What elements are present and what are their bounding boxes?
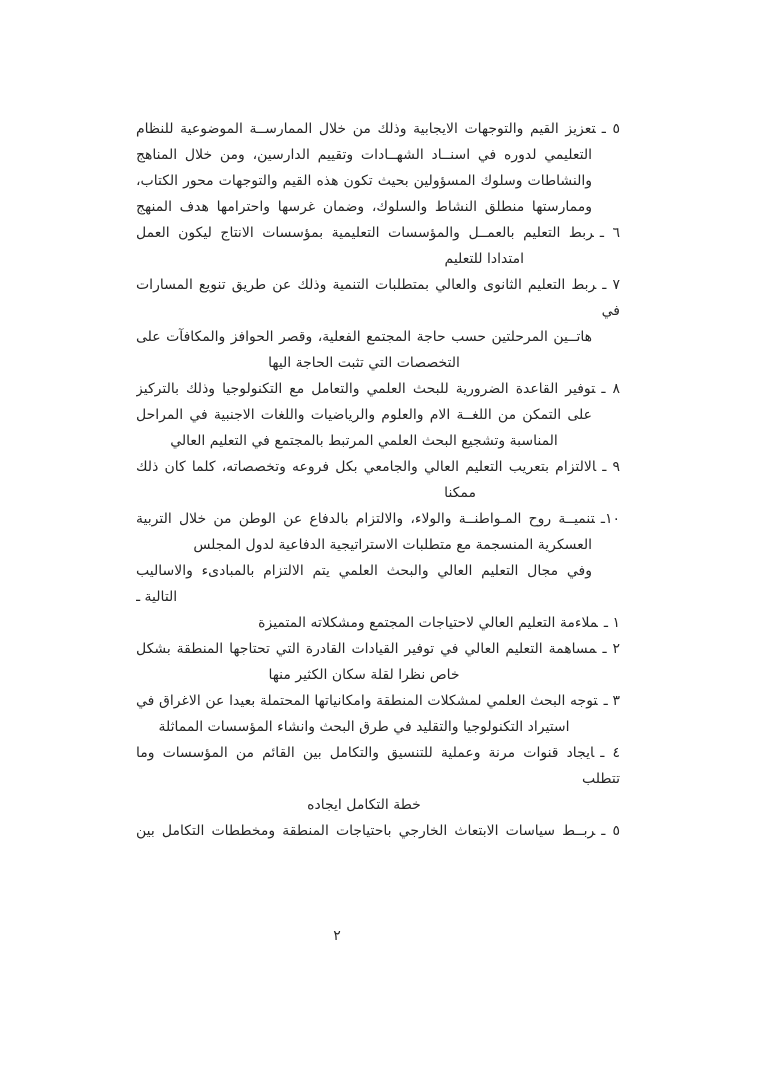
document-line: ٩ ـالالتزام بتعريب التعليم العالي والجامعي بكل فروعه وتخصصاته، كلما كان ذلك bbox=[136, 459, 620, 475]
document-line: هاتــين المرحلتين حسب حاجة المجتمع الفعلية، وقصر الحوافز والمكافآت على bbox=[136, 329, 592, 345]
document-line: التعليمي لدوره في اسنــاد الشهــادات وتقييم الدارسين، ومن خلال المناهج bbox=[136, 147, 592, 163]
document-line: امتدادا للتعليم bbox=[444, 251, 524, 267]
item-number: ٥ ـ bbox=[601, 823, 620, 839]
document-line: ١ ـملاءمة التعليم العالي لاحتياجات المجتمع ومشكلاته المتميزة bbox=[258, 615, 620, 631]
list-item bbox=[136, 506, 620, 558]
document-line: العسكرية المنسجمة مع متطلبات الاستراتيجية الدفاعية لدول المجلس bbox=[193, 537, 592, 553]
document-line: ٦ ـربط التعليم بالعمــل والمؤسسات التعليمية بمؤسسات الانتاج ليكون العمل bbox=[136, 225, 620, 241]
item-number: ٧ ـ bbox=[602, 277, 620, 293]
document-line: والنشاطات وسلوك المسؤولين بحيث تكون هذه القيم والتوجهات محور الكتاب، bbox=[136, 173, 592, 189]
list-item bbox=[136, 116, 620, 220]
document-line: ٣ ـتوجه البحث العلمي لمشكلات المنطقة وامكانياتها المحتملة بعيدا عن الاغراق في bbox=[136, 693, 620, 709]
item-number: ٢ ـ bbox=[602, 641, 620, 657]
list-item bbox=[136, 636, 620, 688]
document-line: المناسبة وتشجيع البحث العلمي المرتبط بالمجتمع في التعليم العالي bbox=[170, 433, 558, 449]
document-line: وممارستها منطلق النشاط والسلوك، وضمان غرسها واحترامها هدف المنهج bbox=[136, 199, 592, 215]
list-item bbox=[136, 610, 620, 636]
list-item bbox=[136, 376, 620, 454]
list-item bbox=[136, 558, 620, 610]
document-line: ٢ ـمساهمة التعليم العالي في توفير القيادات القادرة التي تحتاجها المنطقة بشكل bbox=[136, 641, 620, 657]
item-number: ١٠ـ bbox=[600, 511, 620, 527]
list-item bbox=[136, 740, 620, 818]
list-item bbox=[136, 688, 620, 740]
document-line: خطة التكامل ايجاده bbox=[307, 797, 421, 813]
item-number: ٣ ـ bbox=[603, 693, 620, 709]
item-number: ٨ ـ bbox=[601, 381, 620, 397]
item-number: ٤ ـ bbox=[600, 745, 620, 761]
document-line: ٨ ـتوفير القاعدة الضرورية للبحث العلمي والتعامل مع التكنولوجيا وذلك بالتركيز bbox=[136, 381, 620, 397]
document-line: وفي مجال التعليم العالي والبحث العلمي يتم الالتزام بالمبادىء والاساليب bbox=[136, 563, 592, 579]
item-number: ٥ ـ bbox=[601, 121, 620, 137]
list-item bbox=[136, 220, 620, 272]
text-block bbox=[136, 116, 620, 844]
document-line: ١٠ـتنميــة روح المـواطنــة والولاء، والالتزام بالدفاع عن الوطن من خلال التربية bbox=[136, 511, 620, 527]
item-number: ١ ـ bbox=[603, 615, 620, 631]
document-line: ٤ ـايجاد قنوات مرنة وعملية للتنسيق والتكامل بين القائم من المؤسسات وما تتطلب bbox=[136, 745, 620, 787]
document-line: التخصصات التي تثبت الحاجة اليها bbox=[268, 355, 460, 371]
list-item bbox=[136, 272, 620, 376]
list-item bbox=[136, 818, 620, 844]
document-line: ٥ ـتعزيز القيم والتوجهات الايجابية وذلك من خلال الممارســة الموضوعية للنظام bbox=[136, 121, 620, 137]
page-number: ٢ bbox=[333, 928, 341, 944]
item-number: ٩ ـ bbox=[602, 459, 620, 475]
list-item bbox=[136, 454, 620, 506]
document-line: ٧ ـربط التعليم الثانوى والعالي بمتطلبات التنمية وذلك عن طريق تنويع المسارات في bbox=[136, 277, 620, 319]
item-number: ٦ ـ bbox=[599, 225, 620, 241]
document-line: استيراد التكنولوجيا والتقليد في طرق البحث وانشاء المؤسسات المماثلة bbox=[158, 719, 570, 735]
document-line: ٥ ـربــط سياسات الابتعاث الخارجي باحتياجات المنطقة ومخططات التكامل بين bbox=[136, 823, 620, 839]
document-line: ممكنا bbox=[444, 485, 476, 501]
document-line: على التمكن من اللغــة الام والعلوم والرياضيات واللغات الاجنبية في المراحل bbox=[136, 407, 592, 423]
document-line: خاص نظرا لقلة سكان الكثير منها bbox=[268, 667, 460, 683]
document-line: التالية ـ bbox=[136, 589, 178, 605]
